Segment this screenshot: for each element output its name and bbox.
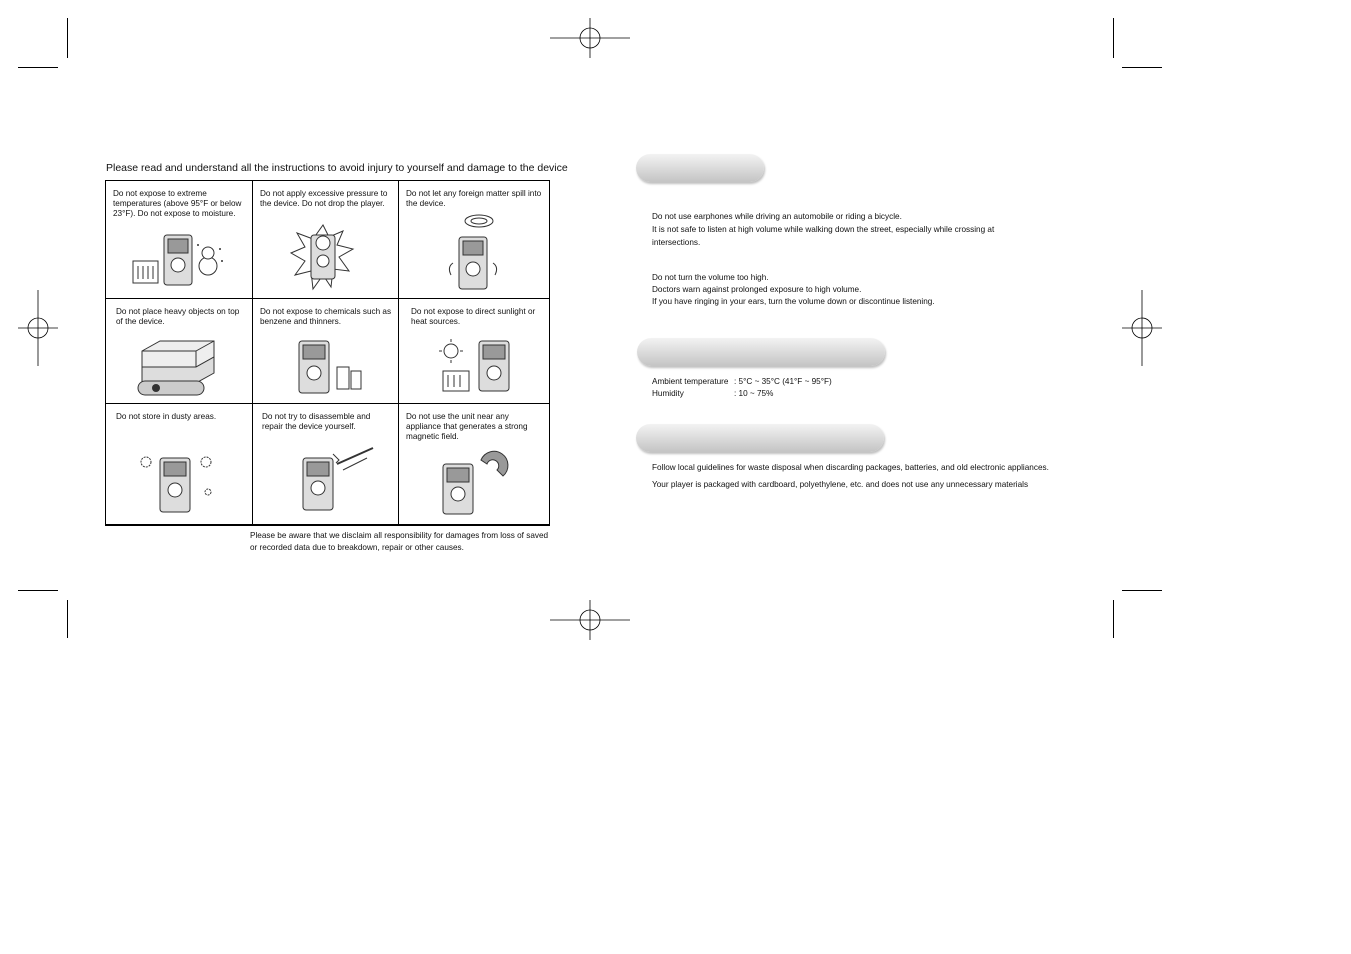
- heat-snow-illustration-icon: [128, 231, 228, 291]
- crop-mark: [1122, 67, 1162, 68]
- registration-mark-icon: [550, 18, 630, 58]
- earphones-line: Do not use earphones while driving an automobile or riding a bicycle.: [652, 212, 902, 221]
- registration-mark-icon: [18, 290, 58, 366]
- disassemble-illustration-icon: [293, 444, 377, 514]
- earphones-line: intersections.: [652, 238, 701, 247]
- safety-cell-text: Do not expose to extreme temperatures (above 95°F or below 23°F). Do not expose to moisture.: [113, 189, 242, 218]
- safety-cell: [106, 299, 253, 404]
- heavy-object-illustration-icon: [132, 337, 222, 397]
- crop-mark: [18, 67, 58, 68]
- temperature-label: Ambient temperature: [652, 377, 729, 386]
- safety-cell-text: Do not try to disassemble and repair the device yourself.: [262, 412, 371, 431]
- safety-cell: [399, 404, 550, 525]
- safety-cell: [399, 181, 550, 299]
- safety-cell-text: Do not apply excessive pressure to the device. Do not drop the player.: [260, 189, 388, 208]
- volume-line: If you have ringing in your ears, turn the volume down or discontinue listening.: [652, 297, 935, 306]
- sunlight-illustration-icon: [435, 337, 515, 397]
- volume-line: Do not turn the volume too high.: [652, 273, 769, 282]
- safety-cell-text: Do not let any foreign matter spill into the device.: [406, 189, 542, 208]
- disclaimer-note: Please be aware that we disclaim all responsibility for damages from loss of saved or recorded data due to breakdown, repair or other causes.: [250, 531, 549, 552]
- volume-line: Doctors warn against prolonged exposure to high volume.: [652, 285, 862, 294]
- magnet-illustration-icon: [435, 442, 519, 516]
- crop-mark: [1113, 18, 1114, 58]
- crop-mark: [67, 18, 68, 58]
- chemical-illustration-icon: [293, 337, 365, 397]
- section-header-earphones: [636, 154, 764, 182]
- registration-mark-icon: [1122, 290, 1162, 366]
- safety-cell-text: Do not use the unit near any appliance that generates a strong magnetic field.: [406, 412, 528, 441]
- disposal-line: Follow local guidelines for waste disposal when discarding packages, batteries, and old electronic appliances.: [652, 463, 1049, 472]
- section-header-disposal: [636, 424, 884, 452]
- safety-cell: [106, 404, 253, 525]
- crop-mark: [1122, 590, 1162, 591]
- dust-illustration-icon: [136, 452, 216, 516]
- safety-cell-text: Do not expose to chemicals such as benzene and thinners.: [260, 307, 392, 326]
- crop-mark: [18, 590, 58, 591]
- registration-mark-icon: [550, 600, 630, 640]
- temperature-value: : 5°C ~ 35°C (41°F ~ 95°F): [734, 377, 832, 386]
- safety-cell: [253, 404, 399, 525]
- safety-intro: Please read and understand all the instructions to avoid injury to yourself and damage to the device: [106, 162, 568, 174]
- crop-mark: [1113, 600, 1114, 638]
- safety-cell-text: Do not expose to direct sunlight or heat sources.: [411, 307, 536, 326]
- humidity-value: : 10 ~ 75%: [734, 389, 774, 398]
- spill-illustration-icon: [439, 211, 509, 293]
- safety-cell: [253, 299, 399, 404]
- safety-cell-text: Do not store in dusty areas.: [116, 412, 217, 421]
- safety-cell: [253, 181, 399, 299]
- safety-cell: [399, 299, 550, 404]
- humidity-label: Humidity: [652, 389, 684, 398]
- section-header-environment: [637, 338, 885, 366]
- safety-cell-text: Do not place heavy objects on top of the device.: [116, 307, 240, 326]
- crop-mark: [67, 600, 68, 638]
- earphones-line: It is not safe to listen at high volume while walking down the street, especially while crossing at: [652, 225, 995, 234]
- safety-cell: [106, 181, 253, 299]
- disposal-line: Your player is packaged with cardboard, polyethylene, etc. and does not use any unnecessary materials: [652, 480, 1029, 489]
- impact-illustration-icon: [283, 223, 363, 295]
- safety-grid: [105, 180, 550, 526]
